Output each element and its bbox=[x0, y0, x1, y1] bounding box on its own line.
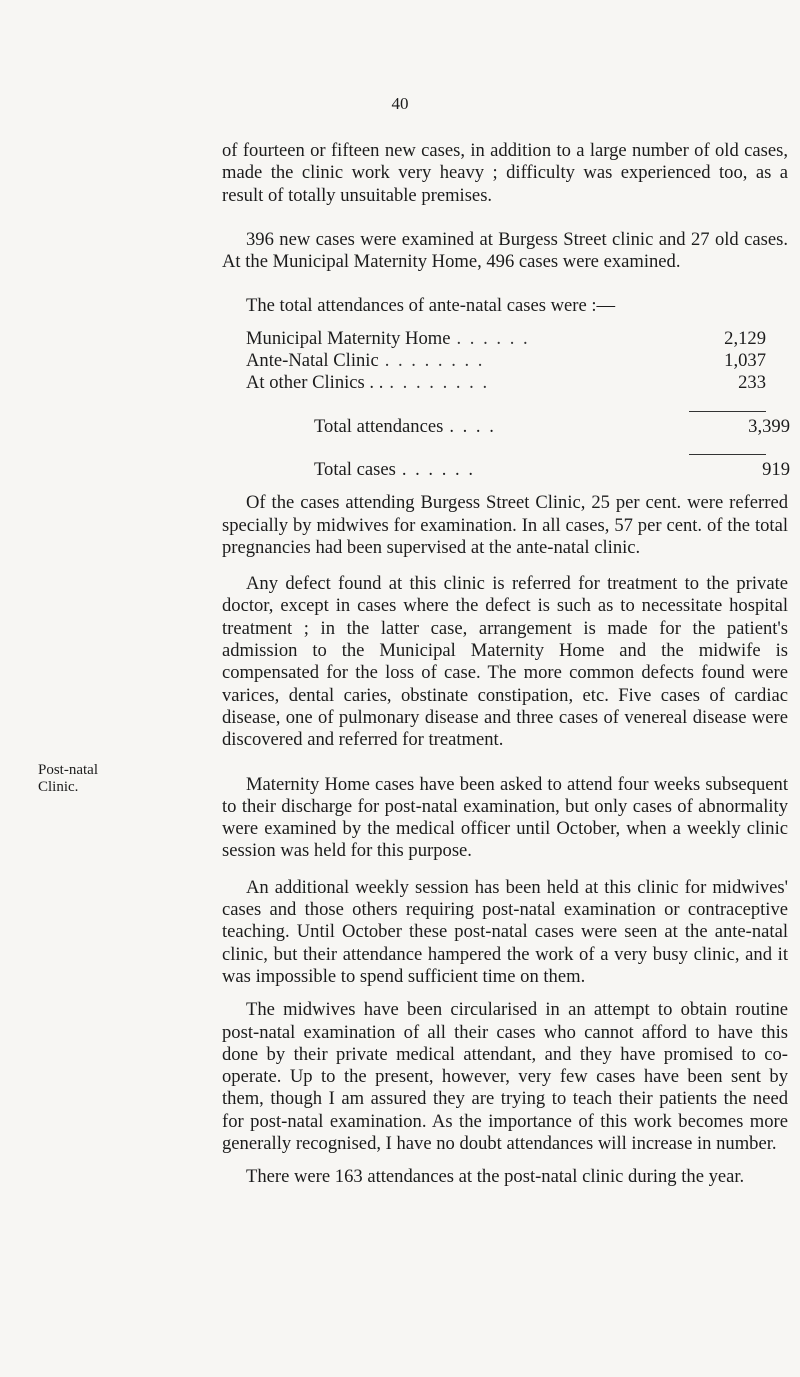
attendance-table bbox=[246, 327, 790, 481]
paragraph-post-natal-maternity: Maternity Home cases have been asked to attend four weeks subsequent to their discharge for post-natal examination, but only cases of abnormality were examined by the medical officer until October, when a weekly clinic session was held for this purpose. bbox=[222, 773, 788, 862]
row-label: Ante-Natal Clinic bbox=[246, 350, 379, 372]
row-value: 1,037 bbox=[724, 350, 766, 372]
row-value: 2,129 bbox=[724, 327, 766, 349]
total-attendances-label: Total attendances bbox=[314, 415, 444, 437]
total-cases-label: Total cases bbox=[314, 458, 396, 480]
paragraph-referrals: Of the cases attending Burgess Street Clinic, 25 per cent. were referred specially by midwives for examination. In all cases, 57 per cent. of the total pregnancies had been supervised at the ante-natal clinic. bbox=[222, 492, 788, 558]
leader-dots: . . . . . . . . bbox=[384, 350, 485, 372]
paragraph-midwives: The midwives have been circularised in an attempt to obtain routine post-natal examination of all their cases who cannot afford to have this done by their private medical attendant, and they have promised to co-operate. Up to the present, however, very few cases have been sent by them, though I am assured they are trying to teach their patients the need for post-natal examination. As the importance of this work becomes more generally recognised, I have no doubt attendances will increase in number. bbox=[222, 999, 788, 1154]
paragraph-defects: Any defect found at this clinic is referred for treatment to the private doctor, except in cases where the defect is such as to necessitate hospital treatment ; in the latter case, arrangement is made for the patient's admission to the Municipal Maternity Home and the midwife is compensated for the loss of case. The more common defects found were varices, dental caries, obstinate constipation, etc. Five cases of cardiac disease, one of pulmonary disease and three cases of venereal disease were discovered and referred for treatment. bbox=[222, 573, 788, 751]
leader-dots: . . . . . . . . bbox=[389, 372, 490, 394]
margin-heading-post-natal bbox=[38, 762, 148, 796]
margin-heading-line: Post-natal bbox=[38, 762, 98, 778]
row-value: 233 bbox=[738, 372, 766, 394]
paragraph-post-natal-session: An additional weekly session has been held at this clinic for midwives' cases and those others requiring post-natal examination or contraceptive teaching. Until October these post-natal cases were seen at the ante-natal clinic, but their attendance hampered the work of a very busy clinic, and it was impossible to spend sufficient time on them. bbox=[222, 876, 788, 987]
sum-rule bbox=[689, 454, 766, 455]
paragraph-burgess-cases: 396 new cases were examined at Burgess Street clinic and 27 old cases. At the Municipal Maternity Home, 496 cases were examined. bbox=[222, 228, 788, 273]
total-cases-value: 919 bbox=[762, 458, 790, 480]
page-number: 40 bbox=[391, 94, 409, 113]
total-attendances-value: 3,399 bbox=[748, 415, 790, 437]
sum-rule bbox=[689, 411, 766, 412]
leader-dots: . . . . bbox=[449, 415, 496, 437]
document-body bbox=[222, 140, 788, 1189]
leader-dots: . . . . . . bbox=[456, 327, 530, 349]
row-label: Municipal Maternity Home bbox=[246, 327, 451, 349]
total-cases-row bbox=[314, 459, 790, 481]
paragraph-continuation: of fourteen or fifteen new cases, in addition to a large number of old cases, made the clinic work very heavy ; difficulty was experienced too, as a result of totally unsuitable premises. bbox=[222, 140, 788, 206]
margin-heading-line: Clinic. bbox=[38, 779, 79, 795]
leader-dots: . . . . . . bbox=[401, 458, 475, 480]
paragraph-attendances: There were 163 attendances at the post-natal clinic during the year. bbox=[246, 1166, 745, 1188]
table-row bbox=[246, 350, 766, 372]
total-attendances-row bbox=[314, 416, 790, 438]
table-intro: The total attendances of ante-natal cases were :— bbox=[246, 295, 616, 317]
table-row bbox=[246, 372, 766, 394]
table-row bbox=[246, 328, 766, 350]
row-label: At other Clinics . . bbox=[246, 372, 384, 394]
